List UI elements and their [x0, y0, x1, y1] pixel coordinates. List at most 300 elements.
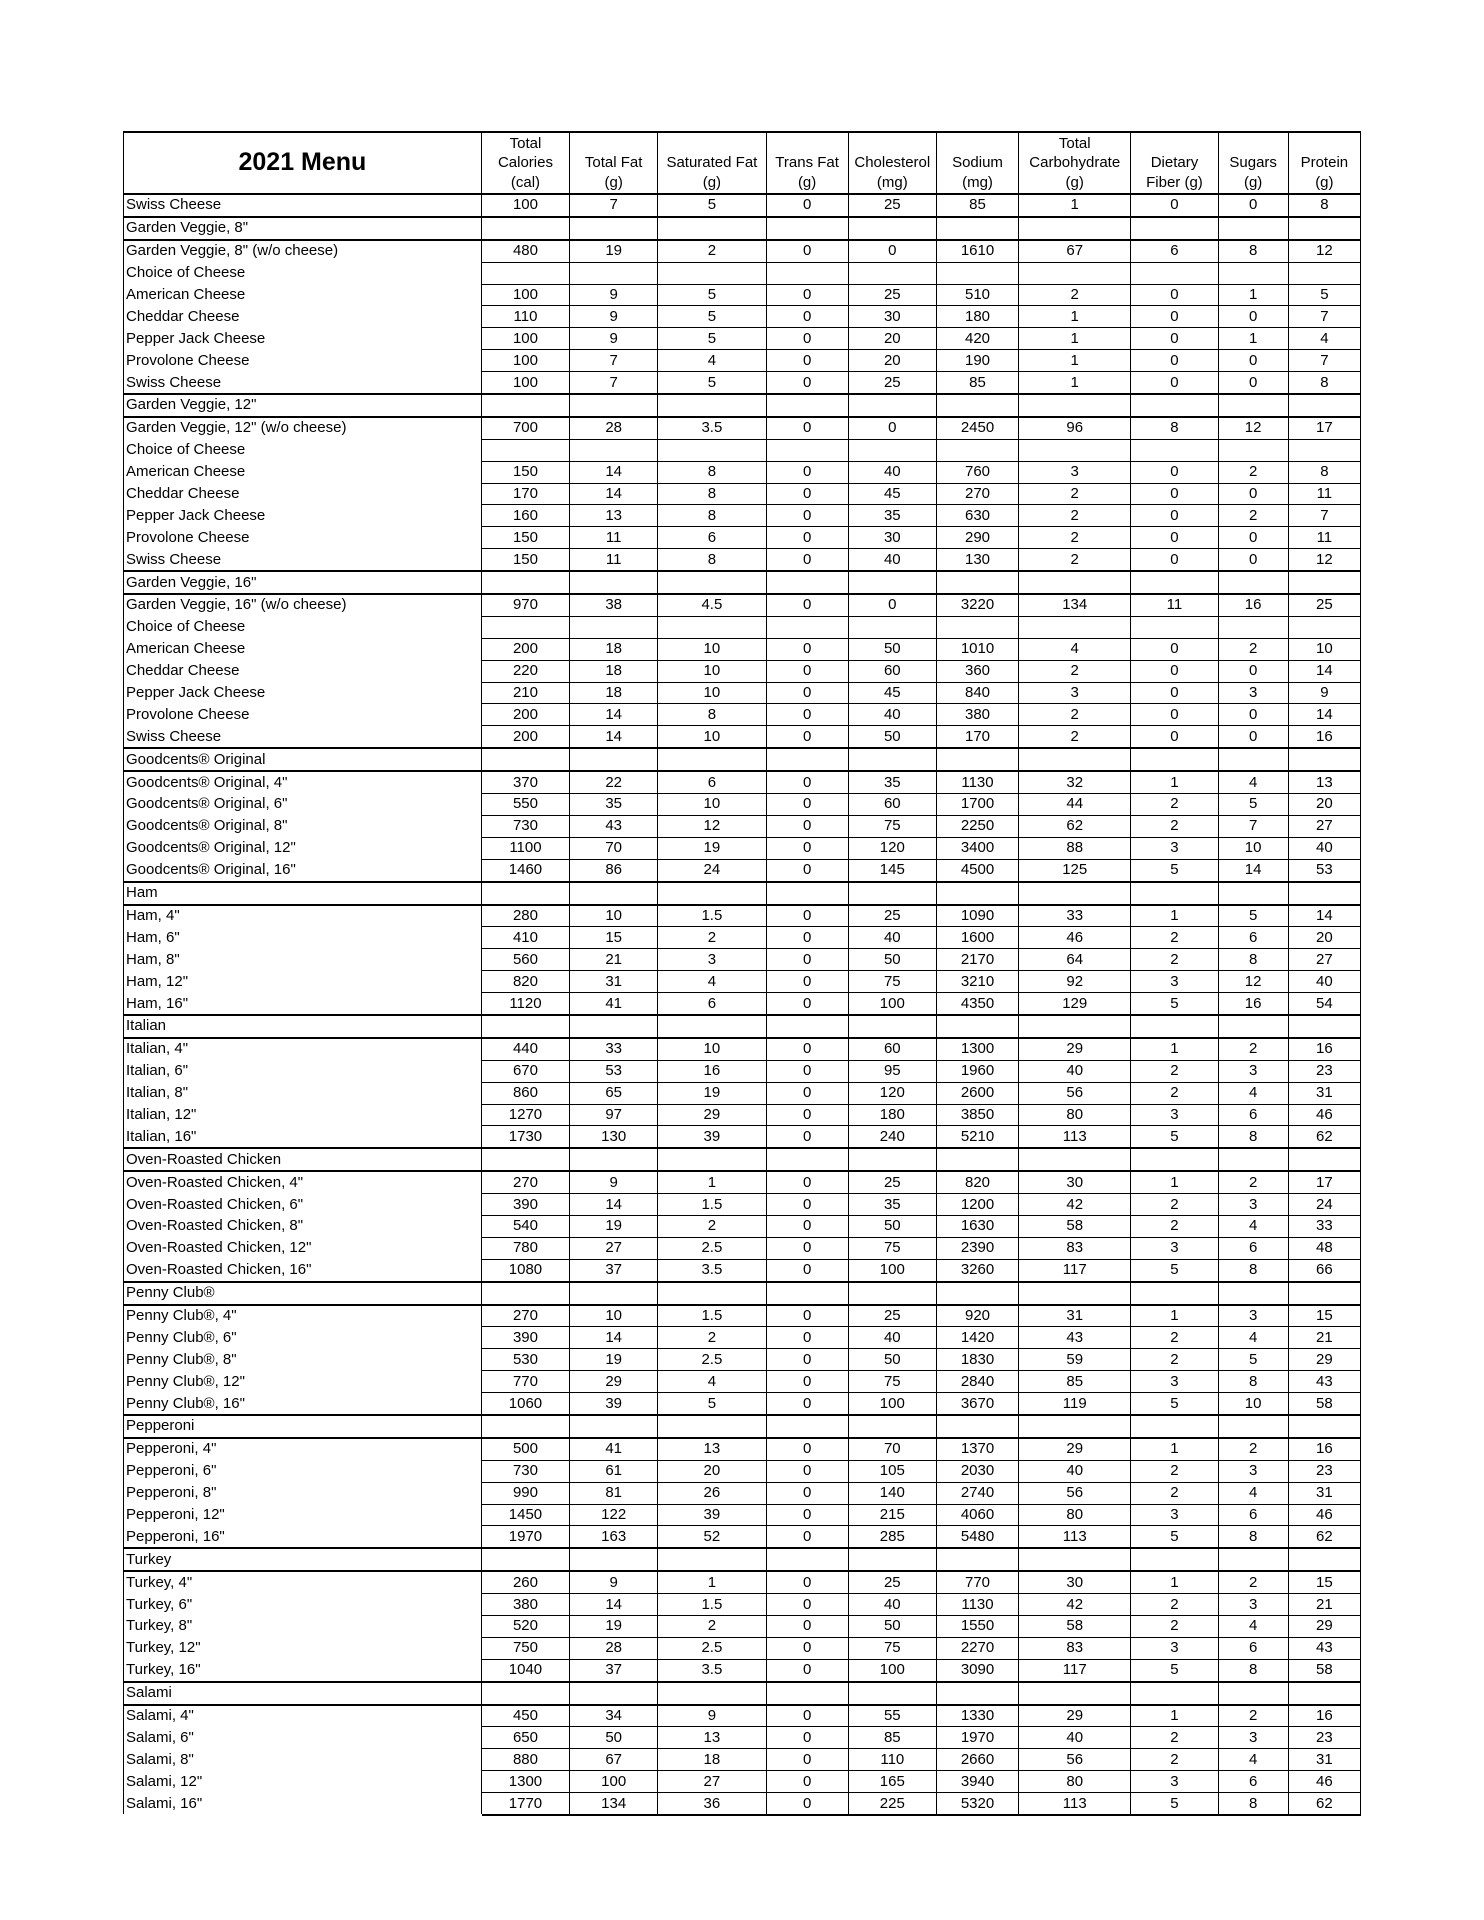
empty-cell [570, 571, 658, 594]
nutrient-value: 0 [766, 549, 848, 571]
column-header-line: Total Fat [584, 154, 643, 172]
item-name: Choice of Cheese [124, 262, 482, 284]
nutrient-value: 1 [1218, 284, 1288, 306]
nutrient-value: 24 [658, 859, 766, 881]
nutrient-value: 0 [1218, 194, 1288, 217]
nutrient-value: 3.5 [658, 417, 766, 439]
empty-cell [481, 217, 569, 240]
nutrient-value: 280 [481, 905, 569, 927]
empty-cell [766, 571, 848, 594]
nutrient-value: 60 [848, 794, 936, 816]
nutrient-value: 360 [936, 660, 1018, 682]
empty-cell [481, 616, 569, 638]
nutrient-value: 5 [1131, 1526, 1218, 1548]
nutrient-value: 1090 [936, 905, 1018, 927]
nutrient-value: 33 [1288, 1215, 1360, 1237]
nutrient-value: 2 [658, 240, 766, 262]
nutrient-value: 13 [658, 1438, 766, 1460]
nutrient-value: 21 [1288, 1594, 1360, 1616]
nutrient-value: 3 [658, 949, 766, 971]
nutrient-value: 0 [766, 704, 848, 726]
nutrient-value: 25 [848, 194, 936, 217]
nutrient-value: 14 [1288, 704, 1360, 726]
nutrient-value: 25 [848, 905, 936, 927]
nutrient-value: 650 [481, 1727, 569, 1749]
nutrient-value: 2 [1218, 1571, 1288, 1593]
empty-cell [1288, 1148, 1360, 1171]
empty-cell [1288, 217, 1360, 240]
nutrient-value: 113 [1019, 1126, 1131, 1148]
nutrient-value: 0 [766, 505, 848, 527]
nutrient-value: 8 [1218, 240, 1288, 262]
nutrient-value: 29 [1019, 1438, 1131, 1460]
nutrient-value: 0 [1131, 704, 1218, 726]
nutrient-value: 75 [848, 1637, 936, 1659]
item-name: Oven-Roasted Chicken, 6" [124, 1194, 482, 1216]
empty-cell [766, 1282, 848, 1305]
nutrient-value: 16 [1288, 1038, 1360, 1060]
table-row [124, 1371, 1361, 1393]
nutrient-value: 390 [481, 1327, 569, 1349]
table-row [124, 1460, 1361, 1482]
table-row [124, 1259, 1361, 1281]
column-header [1019, 132, 1131, 194]
group-row [124, 1015, 1361, 1038]
table-row [124, 194, 1361, 217]
nutrient-value: 0 [766, 771, 848, 793]
nutrient-value: 85 [936, 194, 1018, 217]
nutrient-value: 58 [1288, 1393, 1360, 1415]
item-name: Turkey, 8" [124, 1616, 482, 1638]
empty-cell [1288, 1682, 1360, 1705]
table-row [124, 638, 1361, 660]
nutrient-value: 40 [848, 461, 936, 483]
nutrient-value: 56 [1019, 1749, 1131, 1771]
nutrient-value: 240 [848, 1126, 936, 1148]
column-header-line: Cholesterol [854, 154, 931, 172]
empty-cell [1131, 1682, 1218, 1705]
nutrient-value: 1 [1019, 372, 1131, 394]
empty-cell [848, 571, 936, 594]
table-row [124, 527, 1361, 549]
subheading-row [124, 439, 1361, 461]
nutrient-value: 1600 [936, 927, 1018, 949]
empty-cell [936, 882, 1018, 905]
nutrient-value: 1130 [936, 1594, 1018, 1616]
nutrient-value: 0 [766, 1727, 848, 1749]
empty-cell [848, 1548, 936, 1571]
nutrient-value: 0 [1131, 483, 1218, 505]
empty-cell [1131, 439, 1218, 461]
nutrient-value: 2740 [936, 1482, 1018, 1504]
nutrient-value: 24 [1288, 1194, 1360, 1216]
nutrient-value: 100 [848, 1659, 936, 1681]
item-name: Ham, 6" [124, 927, 482, 949]
nutrient-value: 150 [481, 527, 569, 549]
empty-cell [481, 1282, 569, 1305]
empty-cell [481, 748, 569, 771]
nutrient-value: 540 [481, 1215, 569, 1237]
item-name: Garden Veggie, 8" [124, 217, 482, 240]
nutrient-value: 14 [570, 704, 658, 726]
nutrient-value: 2 [1218, 505, 1288, 527]
nutrient-value: 2 [1131, 794, 1218, 816]
empty-cell [766, 748, 848, 771]
nutrient-value: 0 [766, 927, 848, 949]
empty-cell [1131, 748, 1218, 771]
table-row [124, 1237, 1361, 1259]
nutrient-value: 6 [1218, 1504, 1288, 1526]
nutrient-value: 1300 [936, 1038, 1018, 1060]
table-row [124, 905, 1361, 927]
column-header-line [1133, 134, 1215, 154]
nutrient-value: 2170 [936, 949, 1018, 971]
nutrient-value: 0 [766, 1171, 848, 1193]
table-row [124, 1637, 1361, 1659]
nutrient-value: 50 [848, 949, 936, 971]
nutrient-value: 1300 [481, 1771, 569, 1793]
item-name: Garden Veggie, 12" [124, 394, 482, 417]
nutrient-value: 3220 [936, 594, 1018, 616]
nutrient-value: 2.5 [658, 1637, 766, 1659]
empty-cell [1218, 394, 1288, 417]
item-name: Choice of Cheese [124, 439, 482, 461]
nutrient-value: 2 [1019, 505, 1131, 527]
nutrient-value: 0 [1218, 372, 1288, 394]
nutrient-value: 0 [766, 240, 848, 262]
nutrient-value: 134 [570, 1793, 658, 1815]
empty-cell [766, 1682, 848, 1705]
nutrient-value: 170 [936, 726, 1018, 748]
nutrient-value: 215 [848, 1504, 936, 1526]
column-header-line: Sodium [952, 154, 1003, 172]
nutrient-value: 6 [658, 771, 766, 793]
nutrient-value: 60 [848, 1038, 936, 1060]
nutrient-value: 550 [481, 794, 569, 816]
nutrient-value: 81 [570, 1482, 658, 1504]
item-name: Garden Veggie, 12" (w/o cheese) [124, 417, 482, 439]
nutrient-value: 0 [766, 660, 848, 682]
nutrient-value: 62 [1288, 1793, 1360, 1815]
empty-cell [481, 571, 569, 594]
nutrient-value: 40 [848, 1327, 936, 1349]
nutrient-value: 43 [1288, 1371, 1360, 1393]
nutrient-value: 34 [570, 1705, 658, 1727]
nutrient-value: 65 [570, 1082, 658, 1104]
table-row [124, 549, 1361, 571]
item-name: Turkey [124, 1548, 482, 1571]
item-name: Goodcents® Original, 6" [124, 794, 482, 816]
nutrient-value: 14 [570, 1594, 658, 1616]
column-header [570, 132, 658, 194]
empty-cell [658, 262, 766, 284]
table-row [124, 417, 1361, 439]
nutrient-value: 54 [1288, 993, 1360, 1015]
item-name: Oven-Roasted Chicken [124, 1148, 482, 1171]
nutrient-value: 85 [1019, 1371, 1131, 1393]
nutrient-value: 2 [1131, 949, 1218, 971]
nutrient-value: 4 [1019, 638, 1131, 660]
empty-cell [936, 1682, 1018, 1705]
item-name: Cheddar Cheese [124, 660, 482, 682]
empty-cell [766, 217, 848, 240]
column-header-line [939, 134, 1016, 154]
table-row [124, 350, 1361, 372]
nutrient-value: 42 [1019, 1594, 1131, 1616]
item-name: Pepperoni, 8" [124, 1482, 482, 1504]
item-name: Ham, 16" [124, 993, 482, 1015]
nutrient-value: 3 [1218, 1194, 1288, 1216]
nutrient-value: 450 [481, 1705, 569, 1727]
nutrient-value: 64 [1019, 949, 1131, 971]
nutrient-value: 16 [1218, 993, 1288, 1015]
item-name: Oven-Roasted Chicken, 8" [124, 1215, 482, 1237]
empty-cell [766, 262, 848, 284]
group-row [124, 217, 1361, 240]
nutrient-value: 7 [570, 372, 658, 394]
item-name: Swiss Cheese [124, 726, 482, 748]
item-name: Ham [124, 882, 482, 905]
empty-cell [848, 439, 936, 461]
nutrient-value: 61 [570, 1460, 658, 1482]
nutrient-value: 0 [848, 594, 936, 616]
nutrient-value: 134 [1019, 594, 1131, 616]
empty-cell [1131, 1015, 1218, 1038]
empty-cell [848, 748, 936, 771]
nutrient-value: 15 [1288, 1571, 1360, 1593]
nutrient-value: 1330 [936, 1705, 1018, 1727]
nutrient-value: 30 [848, 306, 936, 328]
nutrient-value: 10 [570, 905, 658, 927]
menu-title: 2021 Menu [124, 132, 482, 194]
nutrient-value: 67 [1019, 240, 1131, 262]
nutrient-value: 0 [766, 1349, 848, 1371]
nutrient-value: 33 [570, 1038, 658, 1060]
nutrient-value: 29 [570, 1371, 658, 1393]
nutrient-value: 5 [1218, 1349, 1288, 1371]
nutrient-value: 12 [1218, 417, 1288, 439]
nutrient-value: 1 [1019, 194, 1131, 217]
item-name: Italian, 4" [124, 1038, 482, 1060]
table-row [124, 1504, 1361, 1526]
nutrient-value: 0 [766, 1571, 848, 1593]
column-header-line: Total [1058, 134, 1091, 152]
table-row [124, 726, 1361, 748]
item-name: Italian [124, 1015, 482, 1038]
nutrient-value: 4500 [936, 859, 1018, 881]
nutrient-value: 3 [1019, 682, 1131, 704]
table-row [124, 1705, 1361, 1727]
nutrient-value: 40 [848, 549, 936, 571]
nutrient-value: 29 [1019, 1705, 1131, 1727]
item-name: Penny Club®, 4" [124, 1305, 482, 1327]
nutrient-value: 0 [1218, 350, 1288, 372]
nutrient-value: 0 [766, 794, 848, 816]
nutrient-value: 520 [481, 1616, 569, 1638]
nutrient-value: 2 [1131, 1482, 1218, 1504]
nutrient-value: 0 [1131, 527, 1218, 549]
nutrient-value: 840 [936, 682, 1018, 704]
empty-cell [848, 394, 936, 417]
empty-cell [848, 1015, 936, 1038]
nutrient-value: 3 [1019, 461, 1131, 483]
nutrient-value: 25 [848, 1571, 936, 1593]
nutrient-value: 0 [766, 1305, 848, 1327]
nutrient-value: 2 [1019, 660, 1131, 682]
item-name: Ham, 4" [124, 905, 482, 927]
nutrient-value: 5 [1131, 859, 1218, 881]
nutrient-value: 50 [848, 1349, 936, 1371]
nutrient-value: 100 [848, 1393, 936, 1415]
nutrient-value: 46 [1288, 1104, 1360, 1126]
nutrient-value: 820 [936, 1171, 1018, 1193]
nutrient-value: 730 [481, 1460, 569, 1482]
nutrient-value: 1.5 [658, 1194, 766, 1216]
nutrient-value: 2 [1218, 461, 1288, 483]
nutrient-value: 2 [1131, 1616, 1218, 1638]
nutrient-value: 10 [1288, 638, 1360, 660]
nutrient-value: 40 [1288, 971, 1360, 993]
nutrient-value: 12 [1288, 240, 1360, 262]
nutrient-value: 44 [1019, 794, 1131, 816]
item-name: Salami, 6" [124, 1727, 482, 1749]
table-row [124, 1327, 1361, 1349]
nutrient-value: 0 [1131, 284, 1218, 306]
nutrient-value: 25 [848, 284, 936, 306]
nutrient-value: 3 [1218, 682, 1288, 704]
nutrient-value: 2 [1131, 1460, 1218, 1482]
nutrient-value: 2 [1019, 527, 1131, 549]
nutrient-value: 0 [1218, 527, 1288, 549]
nutrient-value: 1.5 [658, 905, 766, 927]
empty-cell [1218, 1682, 1288, 1705]
nutrient-value: 21 [570, 949, 658, 971]
nutrient-value: 50 [848, 1215, 936, 1237]
item-name: Oven-Roasted Chicken, 16" [124, 1259, 482, 1281]
table-row [124, 1393, 1361, 1415]
empty-cell [848, 616, 936, 638]
table-row [124, 1571, 1361, 1593]
nutrient-value: 4 [658, 1371, 766, 1393]
group-row [124, 1282, 1361, 1305]
nutrient-value: 0 [766, 1793, 848, 1815]
nutrient-value: 8 [658, 483, 766, 505]
empty-cell [1218, 571, 1288, 594]
table-row [124, 837, 1361, 859]
nutrient-value: 3 [1131, 1371, 1218, 1393]
nutrient-value: 3940 [936, 1771, 1018, 1793]
nutrient-value: 40 [1019, 1060, 1131, 1082]
nutrient-value: 1 [1131, 1038, 1218, 1060]
nutrient-value: 25 [848, 1305, 936, 1327]
empty-cell [658, 571, 766, 594]
nutrient-value: 10 [658, 638, 766, 660]
nutrient-value: 1730 [481, 1126, 569, 1148]
table-row [124, 461, 1361, 483]
table-row [124, 240, 1361, 262]
nutrient-value: 66 [1288, 1259, 1360, 1281]
nutrient-value: 4 [1218, 1749, 1288, 1771]
empty-cell [936, 1015, 1018, 1038]
empty-cell [1288, 1015, 1360, 1038]
nutrient-value: 88 [1019, 837, 1131, 859]
empty-cell [1019, 748, 1131, 771]
nutrient-value: 7 [1288, 350, 1360, 372]
empty-cell [570, 439, 658, 461]
empty-cell [848, 1682, 936, 1705]
item-name: Penny Club®, 16" [124, 1393, 482, 1415]
column-header-line: (g) [702, 173, 722, 191]
nutrient-value: 2 [1131, 1327, 1218, 1349]
nutrient-value: 970 [481, 594, 569, 616]
empty-cell [1218, 882, 1288, 905]
group-row [124, 1415, 1361, 1438]
empty-cell [1288, 882, 1360, 905]
nutrient-value: 700 [481, 417, 569, 439]
nutrient-value: 3 [1218, 1727, 1288, 1749]
nutrient-value: 1450 [481, 1504, 569, 1526]
nutrient-value: 5480 [936, 1526, 1018, 1548]
nutrient-value: 1.5 [658, 1594, 766, 1616]
nutrient-value: 3090 [936, 1659, 1018, 1681]
nutrient-value: 0 [848, 417, 936, 439]
nutrient-value: 1 [658, 1171, 766, 1193]
nutrient-value: 21 [1288, 1327, 1360, 1349]
nutrient-value: 0 [766, 594, 848, 616]
nutrient-value: 10 [570, 1305, 658, 1327]
empty-cell [658, 1415, 766, 1438]
column-header [1218, 132, 1288, 194]
nutrient-value: 530 [481, 1349, 569, 1371]
nutrient-value: 0 [1218, 549, 1288, 571]
nutrient-value: 1630 [936, 1215, 1018, 1237]
nutrient-value: 45 [848, 682, 936, 704]
column-header-line: (g) [1315, 173, 1334, 191]
nutrient-value: 12 [658, 815, 766, 837]
nutrient-value: 0 [766, 527, 848, 549]
nutrient-value: 140 [848, 1482, 936, 1504]
nutrient-value: 17 [1288, 417, 1360, 439]
nutrient-value: 70 [570, 837, 658, 859]
nutrient-value: 1100 [481, 837, 569, 859]
nutrient-value: 8 [1218, 1793, 1288, 1815]
nutrient-value: 129 [1019, 993, 1131, 1015]
item-name: American Cheese [124, 284, 482, 306]
nutrient-value: 16 [1288, 726, 1360, 748]
nutrient-value: 39 [570, 1393, 658, 1415]
empty-cell [658, 1682, 766, 1705]
nutrient-value: 50 [848, 726, 936, 748]
nutrient-value: 18 [570, 638, 658, 660]
empty-cell [658, 217, 766, 240]
nutrient-value: 3 [1218, 1460, 1288, 1482]
nutrient-value: 2450 [936, 417, 1018, 439]
empty-cell [766, 439, 848, 461]
nutrient-value: 2.5 [658, 1349, 766, 1371]
nutrient-value: 14 [570, 726, 658, 748]
item-name: American Cheese [124, 461, 482, 483]
column-header [1288, 132, 1360, 194]
empty-cell [570, 1548, 658, 1571]
empty-cell [1131, 262, 1218, 284]
nutrient-value: 0 [1218, 660, 1288, 682]
nutrient-value: 2 [1131, 1060, 1218, 1082]
nutrient-value: 6 [1218, 1104, 1288, 1126]
nutrient-value: 0 [1131, 194, 1218, 217]
table-row [124, 1749, 1361, 1771]
item-name: Oven-Roasted Chicken, 12" [124, 1237, 482, 1259]
empty-cell [1131, 217, 1218, 240]
